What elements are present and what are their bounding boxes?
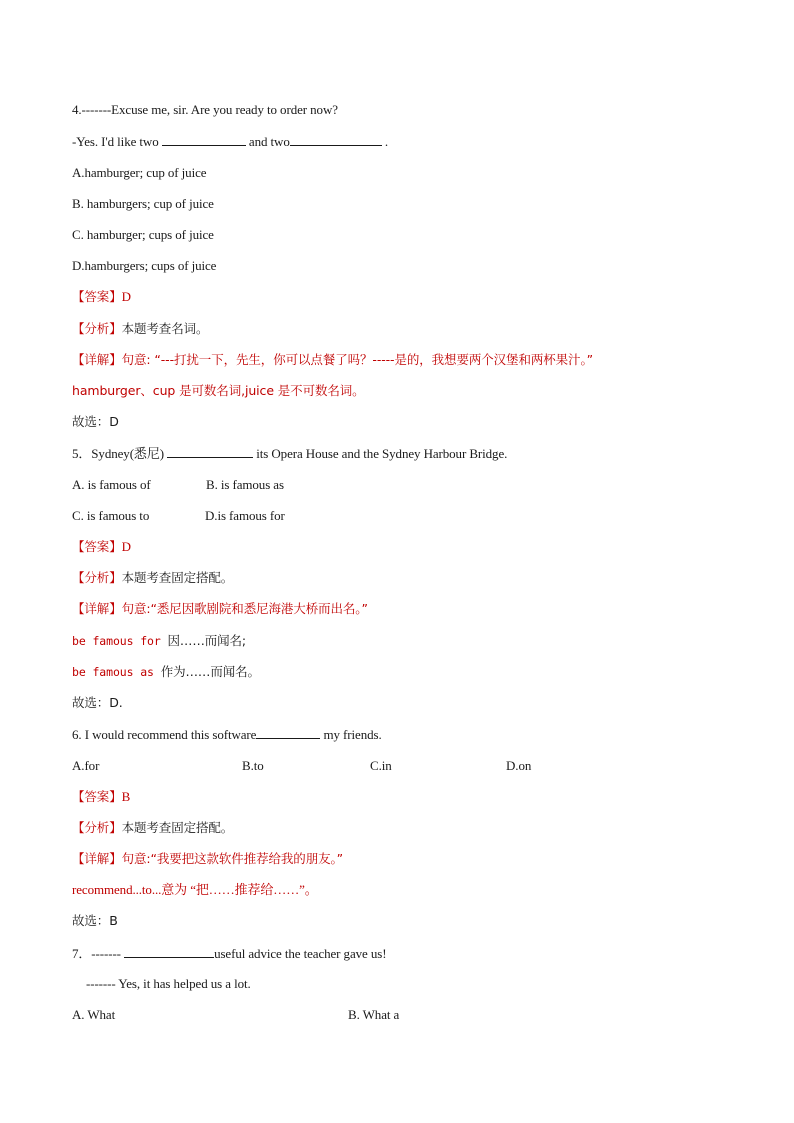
- q6-question-end: my friends.: [320, 727, 382, 742]
- q7-option-b: B. What a: [348, 1007, 400, 1022]
- q4-choice: 故选：D: [72, 414, 119, 429]
- q4-answer: [72, 288, 131, 306]
- q4-option-a: A.hamburger; cup of juice: [72, 165, 207, 180]
- q5-options-row-1: [72, 476, 752, 494]
- q5-answer-value: D: [121, 539, 131, 554]
- q6-analysis: [72, 819, 233, 837]
- q6-option-a: A.for: [72, 758, 100, 773]
- q7-options-row: [72, 1006, 752, 1024]
- q4-blank-2: [290, 132, 382, 146]
- q5-analysis-tag: 【分析】: [72, 570, 122, 585]
- q6-note: recommend...to...意为 “把……推荐给……”。: [72, 882, 318, 897]
- q4-option-d: D.hamburgers; cups of juice: [72, 258, 217, 273]
- q5-option-d: D.is famous for: [205, 508, 285, 523]
- q6-option-d: D.on: [506, 758, 532, 773]
- q5-note-1-meaning: 因……而闻名;: [167, 633, 247, 648]
- q6-answer-value: B: [121, 789, 131, 804]
- q6-answer-tag: 【答案】: [72, 789, 122, 804]
- q4-detail-text: 句意: “---打扰一下，先生，你可以点餐了吗？-----是的，我想要两个汉堡和两杯果汁。”: [121, 352, 593, 367]
- q6-analysis-tag: 【分析】: [72, 820, 122, 835]
- q6-blank: [256, 725, 320, 739]
- q5-note-1: [72, 632, 246, 650]
- q5-question-end: its Opera House and the Sydney Harbour Bridge.: [253, 446, 508, 461]
- q4-answer-value: D: [121, 289, 131, 304]
- q4-reply: [72, 132, 388, 151]
- q5-choice: 故选：D.: [72, 695, 123, 710]
- q5-analysis: [72, 569, 233, 587]
- q6-option-c: C.in: [370, 758, 392, 773]
- q4-detail-tag: 【详解】: [72, 352, 122, 367]
- q4-blank-1: [162, 132, 246, 146]
- q4-reply-end: .: [381, 134, 389, 149]
- q4-option-c: C. hamburger; cups of juice: [72, 227, 214, 242]
- q5-option-b: B. is famous as: [206, 477, 284, 492]
- q5-analysis-text: 本题考查固定搭配。: [121, 570, 234, 585]
- q4-reply-mid: and two: [245, 134, 290, 149]
- q5-note-2-meaning: 作为……而闻名。: [160, 664, 260, 679]
- q4-analysis-tag: 【分析】: [72, 321, 122, 336]
- q6-answer: [72, 788, 130, 806]
- q5-options-row-2: [72, 507, 752, 525]
- q4-analysis: [72, 320, 208, 338]
- q5-option-c: C. is famous to: [72, 508, 150, 523]
- q6-question: [72, 725, 382, 744]
- q5-question-start: 5．Sydney(悉尼): [72, 446, 168, 461]
- q4-note: hamburger、cup 是可数名词,juice 是不可数名词。: [72, 383, 365, 398]
- q5-note-2-phrase: be famous as: [72, 665, 161, 679]
- q4-option-b: B. hamburgers; cup of juice: [72, 196, 214, 211]
- q6-question-start: 6. I would recommend this software: [72, 727, 257, 742]
- q7-reply: ------- Yes, it has helped us a lot.: [86, 976, 251, 991]
- q5-note-2: [72, 663, 260, 681]
- q5-answer-tag: 【答案】: [72, 539, 122, 554]
- q6-detail: [72, 850, 343, 868]
- q4-detail: [72, 351, 593, 369]
- q4-question: 4.-------Excuse me, sir. Are you ready to order now?: [72, 102, 338, 117]
- q5-detail-tag: 【详解】: [72, 601, 122, 616]
- q5-question: [72, 444, 507, 463]
- q5-option-a: A. is famous of: [72, 477, 151, 492]
- q5-note-1-phrase: be famous for: [72, 634, 168, 648]
- q5-answer: [72, 538, 131, 556]
- q6-analysis-text: 本题考查固定搭配。: [121, 820, 234, 835]
- q6-option-b: B.to: [242, 758, 264, 773]
- q7-question-end: useful advice the teacher gave us!: [214, 946, 387, 961]
- q4-answer-tag: 【答案】: [72, 289, 122, 304]
- q6-detail-text: 句意:“我要把这款软件推荐给我的朋友。”: [121, 851, 344, 866]
- q6-options-row: [72, 757, 752, 775]
- q4-analysis-text: 本题考查名词。: [121, 321, 209, 336]
- q7-question: [72, 944, 386, 963]
- q6-choice: 故选：B: [72, 913, 118, 928]
- q4-reply-start: -Yes. I'd like two: [72, 134, 162, 149]
- q5-blank: [167, 444, 253, 458]
- q7-blank: [124, 944, 214, 958]
- q7-option-a: A. What: [72, 1007, 116, 1022]
- q6-detail-tag: 【详解】: [72, 851, 122, 866]
- q5-detail-text: 句意:“悉尼因歌剧院和悉尼海港大桥而出名。”: [121, 601, 368, 616]
- q5-detail: [72, 600, 368, 618]
- q7-question-start: 7．-------: [72, 946, 125, 961]
